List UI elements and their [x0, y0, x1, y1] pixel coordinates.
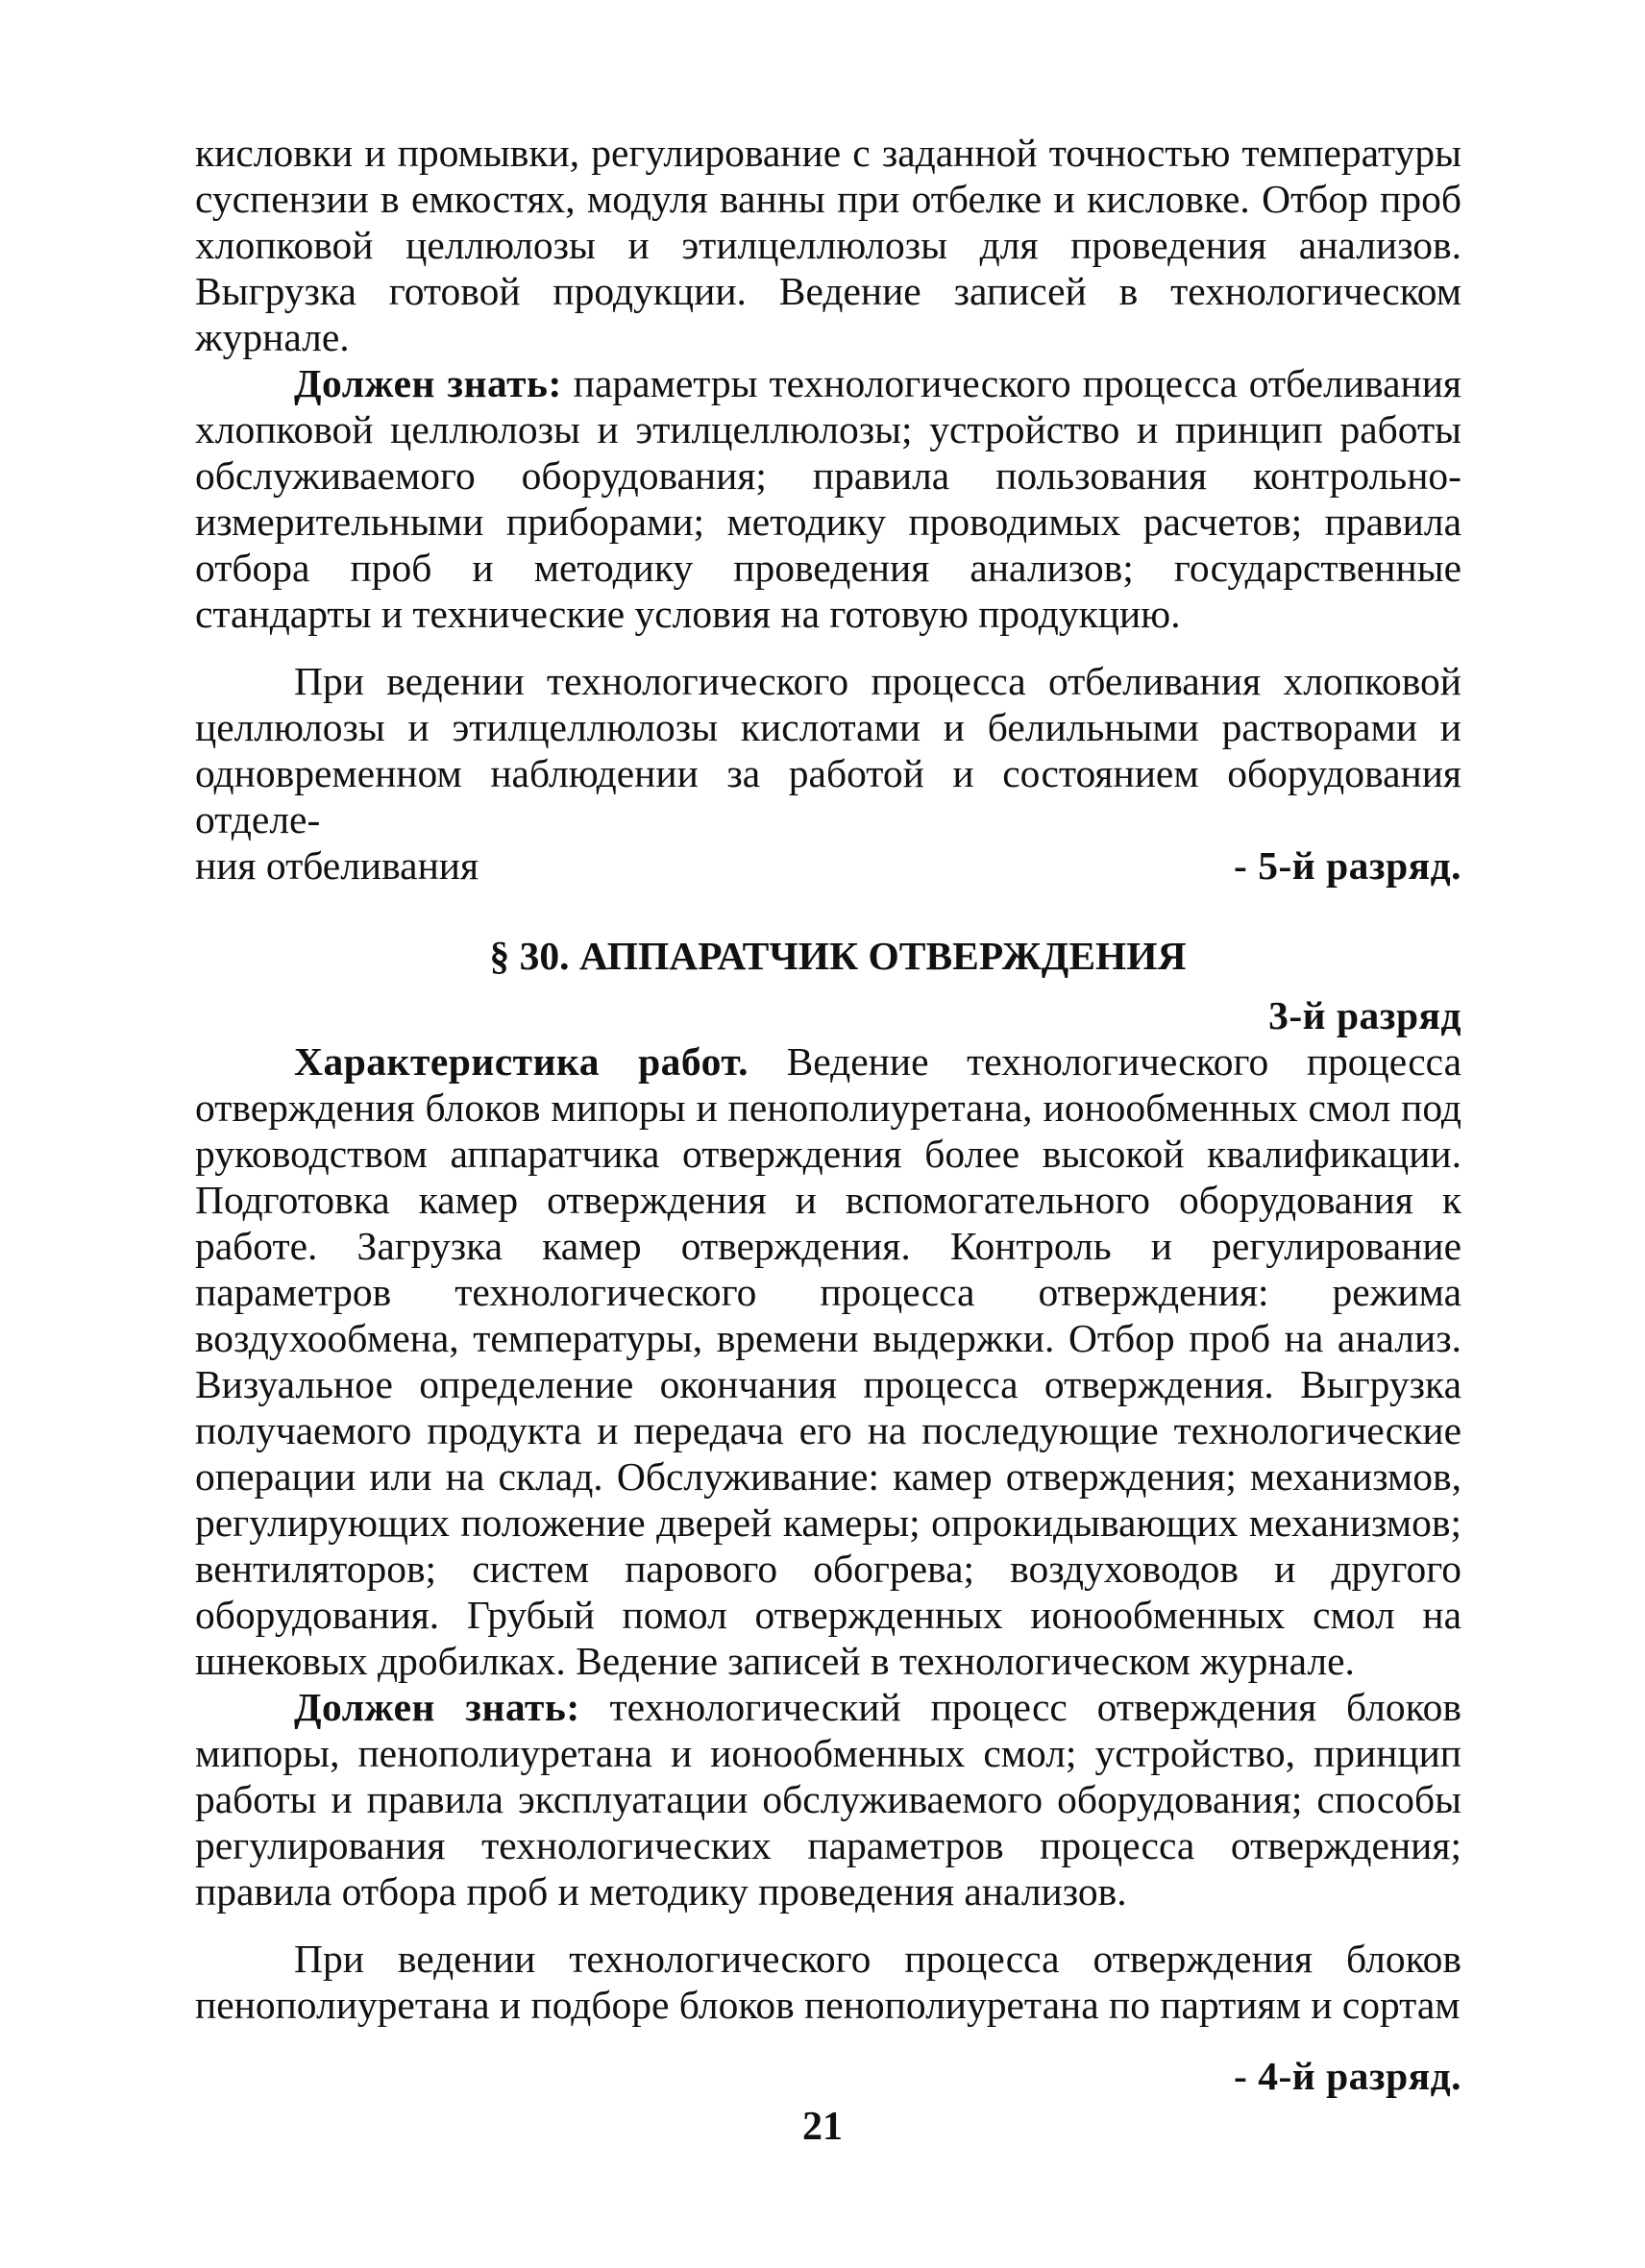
grade-5-line [195, 842, 1461, 889]
paragraph-grade-4: При ведении технологического процесса отверждения блоков пенополиуретана и подборе блоков пенополиуретана по партиям и сортам [195, 1937, 1461, 2027]
grade-5-label: - 5-й разряд. [1234, 843, 1461, 888]
work-characteristics-text: Ведение технологического процесса отверждения блоков мипоры и пенополиуретана, ионообменных смол под руководством аппаратчика отверждения более высокой квалификации. Подготовка камер отверждения и вспомогательного оборудования к работе. Загрузка камер отверждения. Контроль и регулирование параметров технологического процесса отверждения: режима воздухообмена, температуры, времени выдержки. Отбор проб на анализ. Визуальное определение окончания процесса отверждения. Выгрузка получаемого продукта и передача его на последующие технологические операции или на склад. Обслуживание: камер отверждения; механизмов, регулирующих положение дверей камеры; опрокидывающих механизмов; вентиляторов; систем парового обогрева; воздуховодов и другого оборудования. Грубый помол отвержденных ионообменных смол на шнековых дробилках. Ведение записей в технологическом журнале. [195, 1039, 1461, 1683]
paragraph-knowledge-1 [195, 360, 1461, 637]
grade-5-block [195, 658, 1461, 889]
paragraph-grade-5: При ведении технологического процесса отбеливания хлопковой целлюлозы и этилцеллюлозы кислотами и белильными растворами и одновременном наблюдении за работой и состоянием оборудования отделе- [195, 659, 1461, 841]
grade-4-label: - 4-й разряд. [1234, 2054, 1461, 2098]
knowledge-text-2: технологический процесс отверждения блоков мипоры, пенополиуретана и ионообменных смол; устройство, принцип работы и правила эксплуатации обслуживаемого оборудования; способы регулирования технологических параметров процесса отверждения; правила отбора проб и методику проведения анализов. [195, 1685, 1461, 1914]
knowledge-text: параметры технологического процесса отбеливания хлопковой целлюлозы и этилцеллюлозы; устройство и принцип работы обслуживаемого оборудования; правила пользования контрольно-измерительными приборами; методику проводимых расчетов; правила отбора проб и методику проведения анализов; государственные стандарты и технические условия на готовую продукцию. [195, 361, 1461, 636]
grade-3-label: 3-й разряд [1268, 993, 1461, 1037]
lead-work-characteristics: Характеристика работ. [294, 1039, 749, 1084]
page-content [195, 130, 1461, 2099]
paragraph-work-characteristics [195, 1038, 1461, 1684]
grade-5-line-text: ния отбеливания [195, 843, 479, 888]
lead-must-know: Должен знать: [294, 361, 562, 405]
lead-must-know-2: Должен знать: [294, 1685, 580, 1729]
paragraph-continued: кисловки и промывки, регулирование с заданной точностью температуры суспензии в емкостях, модуля ванны при отбелке и кисловке. Отбор проб хлопковой целлюлозы и этилцеллюлозы для проведения анализов. Выгрузка готовой продукции. Ведение записей в технологическом журнале. [195, 131, 1461, 359]
paragraph-knowledge-2 [195, 1684, 1461, 1914]
page-number: 21 [802, 2105, 843, 2149]
section-title: § 30. АППАРАТЧИК ОТВЕРЖДЕНИЯ [489, 934, 1187, 978]
